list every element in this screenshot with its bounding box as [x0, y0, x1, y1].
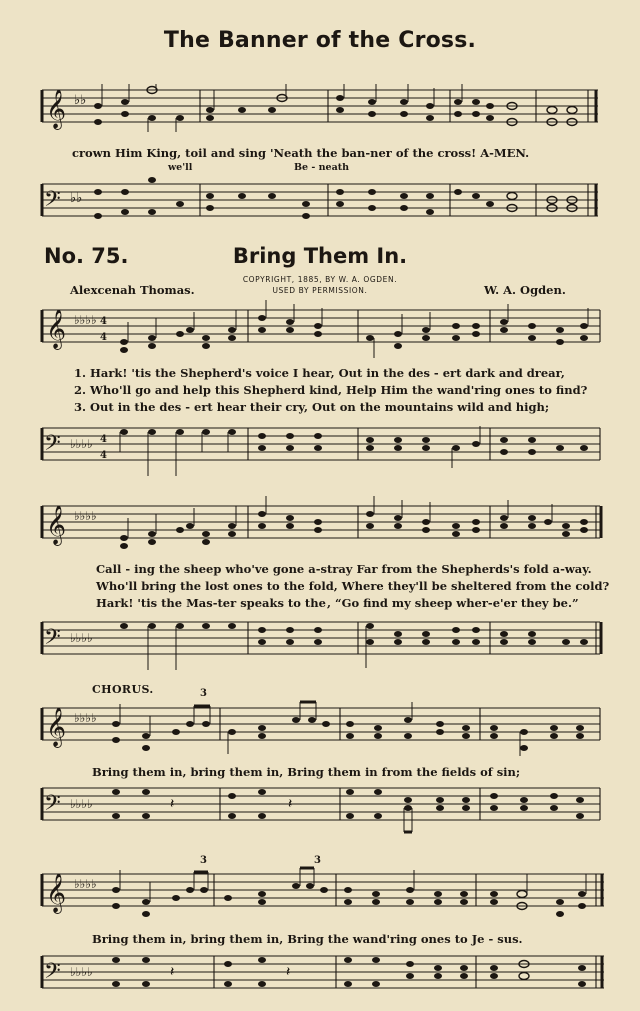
hymn-title-banner-of-the-cross: The Banner of the Cross.	[163, 28, 477, 53]
system1-verse-2: 2. Who'll go and help this Shepherd kind, Help Him the wand'ring ones to find?	[74, 383, 588, 397]
svg-text:♭♭♭♭: ♭♭♭♭	[74, 877, 97, 891]
svg-text:♭♭♭♭: ♭♭♭♭	[74, 313, 97, 327]
svg-text:𝄢: 𝄢	[44, 431, 61, 461]
svg-text:4: 4	[100, 450, 107, 461]
svg-text:4: 4	[100, 316, 107, 327]
treble-staff-system-2	[0, 496, 640, 556]
svg-text:♭♭: ♭♭	[70, 191, 83, 206]
treble-staff-system-1	[0, 300, 640, 360]
svg-text:𝄽: 𝄽	[170, 964, 175, 980]
composer: W. A. Ogden.	[484, 283, 566, 297]
chorus-label: CHORUS.	[92, 683, 154, 696]
copyright-line-2: USED BY PERMISSION.	[272, 286, 368, 295]
hymn-number: No. 75.	[44, 244, 129, 268]
bass-staff-chorus-2	[0, 946, 640, 1006]
hymn-title-bring-them-in: Bring Them In.	[232, 244, 408, 268]
treble-staff-chorus-2	[0, 864, 640, 928]
svg-text:𝄞: 𝄞	[46, 89, 67, 129]
svg-text:𝄞: 𝄞	[46, 873, 67, 913]
svg-text:♭♭♭♭: ♭♭♭♭	[74, 509, 97, 523]
bass-staff-banner	[0, 176, 640, 226]
triplet-mark-2: 3	[200, 855, 207, 866]
copyright-notice	[200, 274, 440, 296]
svg-text:𝄢: 𝄢	[44, 791, 61, 821]
svg-text:𝄢: 𝄢	[44, 959, 61, 989]
svg-text:4: 4	[100, 332, 107, 343]
svg-text:♭♭♭♭: ♭♭♭♭	[74, 711, 97, 725]
svg-text:𝄞: 𝄞	[46, 505, 67, 545]
copyright-line-1: COPYRIGHT, 1885, BY W. A. OGDEN.	[242, 275, 398, 284]
bass-staff-system-2	[0, 612, 640, 676]
svg-text:♭♭♭♭: ♭♭♭♭	[70, 965, 93, 979]
system1-verse-3: 3. Out in the des - ert hear their cry, Out on the mountains wild and high;	[74, 400, 550, 414]
svg-text:♭♭: ♭♭	[74, 93, 87, 108]
svg-text:𝄞: 𝄞	[46, 309, 67, 349]
hymn1-bass-word-well: we'll	[168, 162, 193, 173]
triplet-mark-1: 3	[200, 688, 207, 699]
chorus-line-1: Bring them in, bring them in, Bring them in from the fields of sin;	[92, 765, 521, 779]
lyricist: Alexcenah Thomas.	[70, 283, 195, 297]
svg-text:𝄞: 𝄞	[46, 707, 67, 747]
svg-text:𝄽: 𝄽	[288, 796, 293, 812]
svg-text:♭♭♭♭: ♭♭♭♭	[70, 631, 93, 645]
svg-text:4: 4	[100, 434, 107, 445]
svg-text:𝄢: 𝄢	[44, 625, 61, 655]
bass-staff-chorus-1	[0, 778, 640, 842]
hymn1-lyric-line: crown Him King, toil and sing 'Neath the ban-ner of the cross! A-MEN.	[72, 146, 530, 160]
svg-text:♭♭♭♭: ♭♭♭♭	[70, 797, 93, 811]
treble-staff-chorus-1	[0, 698, 640, 762]
triplet-mark-3: 3	[314, 855, 321, 866]
svg-text:♭♭♭♭: ♭♭♭♭	[70, 437, 93, 451]
svg-text:𝄢: 𝄢	[44, 187, 61, 217]
system2-verse-3: Hark! 'tis the Mas-ter speaks to the , “Go find my sheep wher-e'er they be.”	[96, 596, 579, 610]
svg-text:𝄽: 𝄽	[170, 796, 175, 812]
system2-verse-2: Who'll bring the lost ones to the fold, Where they'll be sheltered from the cold?	[96, 579, 610, 593]
treble-staff-banner	[0, 84, 640, 134]
system1-verse-1: 1. Hark! 'tis the Shepherd's voice I hear, Out in the des - ert dark and drear,	[74, 366, 565, 380]
system2-verse-1: Call - ing the sheep who've gone a-stray Far from the Shepherds's fold a-way.	[96, 562, 592, 576]
svg-text:𝄽: 𝄽	[286, 964, 291, 980]
bass-staff-system-1	[0, 418, 640, 478]
chorus-line-2: Bring them in, bring them in, Bring the wand'ring ones to Je - sus.	[92, 932, 523, 946]
hymn1-bass-word-beneath: Be - neath	[294, 162, 350, 173]
